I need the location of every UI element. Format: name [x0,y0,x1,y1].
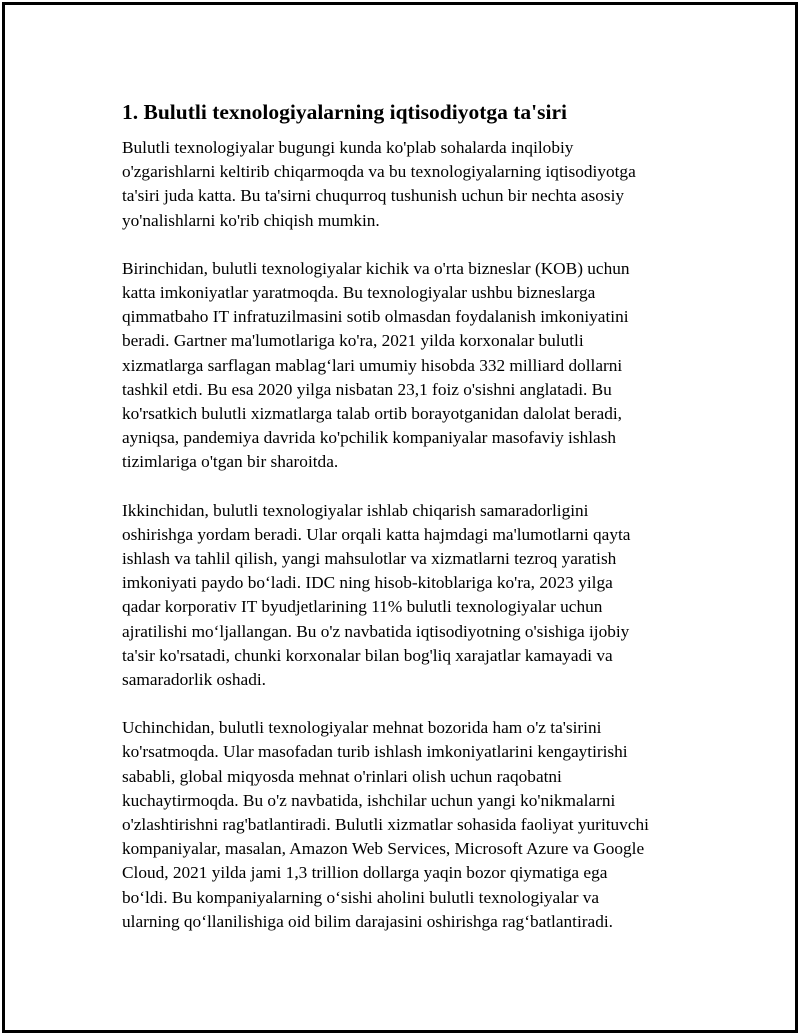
paragraph-line: ishlash va tahlil qilish, yangi mahsulotlar va xizmatlarni tezroq yaratish [122,549,617,569]
paragraph-4 [122,716,697,934]
paragraph-line: o'zgarishlarni keltirib chiqarmoqda va bu texnologiyalarning iqtisodiyotga [122,162,636,182]
paragraph-line: tashkil etdi. Bu esa 2020 yilga nisbatan 23,1 foiz o'sishni anglatadi. Bu [122,379,612,399]
paragraph-line: kompaniyalar, masalan, Amazon Web Services, Microsoft Azure va Google [122,839,645,859]
paragraph-line: ajratilishi mo‘ljallangan. Bu o'z navbatida iqtisodiyotning o'sishiga ijobiy [122,621,630,641]
paragraph-line: o'zlashtirishni rag'batlantiradi. Bulutli xizmatlar sohasida faoliyat yurituvchi [122,815,649,835]
paragraph-line: Birinchidan, bulutli texnologiyalar kichik va o'rta bizneslar (KOB) uchun [122,258,630,278]
paragraph-line: Uchinchidan, bulutli texnologiyalar mehnat bozorida ham o'z ta'sirini [122,718,602,738]
paragraph-line: bo‘ldi. Bu kompaniyalarning o‘sishi aholini bulutli texnologiyalar va [122,887,600,907]
paragraph-line: sababli, global miqyosda mehnat o'rinlari olish uchun raqobatni [122,766,562,786]
paragraph-line: Bulutli texnologiyalar bugungi kunda ko'plab sohalarda inqilobiy [122,138,574,157]
paragraph-line: ta'siri juda katta. Bu ta'sirni chuqurroq tushunish uchun bir nechta asosiy [122,186,625,206]
paragraph-line: ayniqsa, pandemiya davrida ko'pchilik kompaniyalar masofaviy ishlash [122,428,617,448]
paragraph-3 [122,499,697,693]
paragraph-line: samaradorlik oshadi. [122,670,266,690]
paragraph-1 [122,136,697,233]
paragraph-line: beradi. Gartner ma'lumotlariga ko'ra, 2021 yilda korxonalar bulutli [122,331,584,351]
paragraph-line: tizimlariga o'tgan bir sharoitda. [122,452,339,472]
paragraph-line: oshirishga yordam beradi. Ular orqali katta hajmdagi ma'lumotlarni qayta [122,524,631,544]
paragraph-line: yo'nalishlarni ko'rib chiqish mumkin. [122,210,380,230]
paragraph-line: ko'rsatmoqda. Ular masofadan turib ishlash imkoniyatlarini kengaytirishi [122,742,628,762]
paragraph-line: Ikkinchidan, bulutli texnologiyalar ishlab chiqarish samaradorligini [122,500,589,520]
paragraph-line: Cloud, 2021 yilda jami 1,3 trillion dollarga yaqin bozor qiymatiga ega [122,863,608,883]
paragraph-line: imkoniyati paydo bo‘ladi. IDC ning hisob-kitoblariga ko'ra, 2023 yilga [122,573,613,593]
paragraph-line: katta imkoniyatlar yaratmoqda. Bu texnologiyalar ushbu bizneslarga [122,283,596,303]
paragraph-line: qimmatbaho IT infratuzilmasini sotib olmasdan foydalanish imkoniyatini [122,307,629,327]
paragraph-line: ko'rsatkich bulutli xizmatlarga talab ortib borayotganidan dalolat beradi, [122,404,622,424]
paragraph-line: qadar korporativ IT byudjetlarining 11% bulutli texnologiyalar uchun [122,597,603,617]
paragraph-line: ta'sir ko'rsatadi, chunki korxonalar bilan bog'liq xarajatlar kamayadi va [122,645,613,665]
paragraph-line: xizmatlarga sarflagan mablag‘lari umumiy hisobda 332 milliard dollarni [122,355,623,375]
document-body [122,98,697,958]
paragraph-line: ularning qo‘llanilishiga oid bilim darajasini oshirishga rag‘batlantiradi. [122,911,613,931]
paragraph-line: kuchaytirmoqda. Bu o'z navbatida, ishchilar uchun yangi ko'nikmalarni [122,790,616,810]
section-heading: 1. Bulutli texnologiyalarning iqtisodiyotga ta'siri [122,100,567,124]
page-frame [2,2,798,1033]
paragraph-2 [122,257,697,475]
